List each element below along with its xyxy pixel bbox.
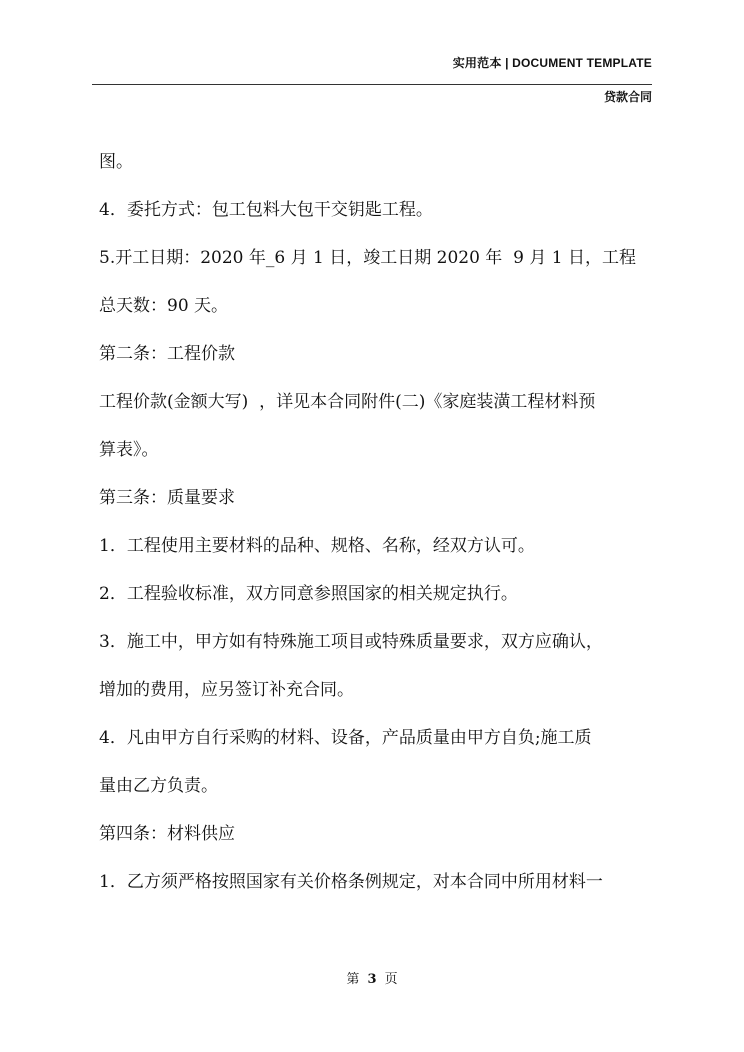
body-line: 5.开工日期：2020 年_6 月 1 日，竣工日期 2020 年 9 月 1 日，工程 — [99, 248, 636, 268]
header-subtitle: 贷款合同 — [603, 90, 652, 104]
body-line: 4．委托方式：包工包料大包干交钥匙工程。 — [99, 200, 433, 220]
section-heading: 第四条：材料供应 — [99, 824, 235, 844]
body-line: 1．工程使用主要材料的品种、规格、名称，经双方认可。 — [99, 536, 535, 556]
body-line: 2．工程验收标准，双方同意参照国家的相关规定执行。 — [99, 584, 518, 604]
header-divider — [92, 84, 652, 85]
body-line: 总天数：90 天。 — [99, 296, 229, 316]
section-heading: 第二条：工程价款 — [99, 344, 235, 364]
body-line: 图。 — [99, 152, 133, 172]
body-line: 量由乙方负责。 — [99, 776, 218, 796]
page-number-prefix: 第 — [346, 972, 360, 987]
body-line: 增加的费用，应另签订补充合同。 — [99, 680, 354, 700]
page-footer — [0, 968, 744, 987]
body-line: 3．施工中，甲方如有特殊施工项目或特殊质量要求，双方应确认， — [99, 632, 603, 652]
body-line: 工程价款(金额大写) ，详见本合同附件(二)《家庭装潢工程材料预 — [99, 392, 596, 412]
section-heading: 第三条：质量要求 — [99, 488, 235, 508]
document-body — [99, 138, 652, 906]
body-line: 4．凡由甲方自行采购的材料、设备，产品质量由甲方自负;施工质 — [99, 728, 592, 748]
body-line: 1．乙方须严格按照国家有关价格条例规定，对本合同中所用材料一 — [99, 872, 603, 892]
page-number: 3 — [367, 972, 377, 987]
page-number-suffix: 页 — [384, 972, 398, 987]
body-line: 算表》。 — [99, 440, 159, 460]
header-title: 实用范本 | DOCUMENT TEMPLATE — [452, 56, 652, 70]
